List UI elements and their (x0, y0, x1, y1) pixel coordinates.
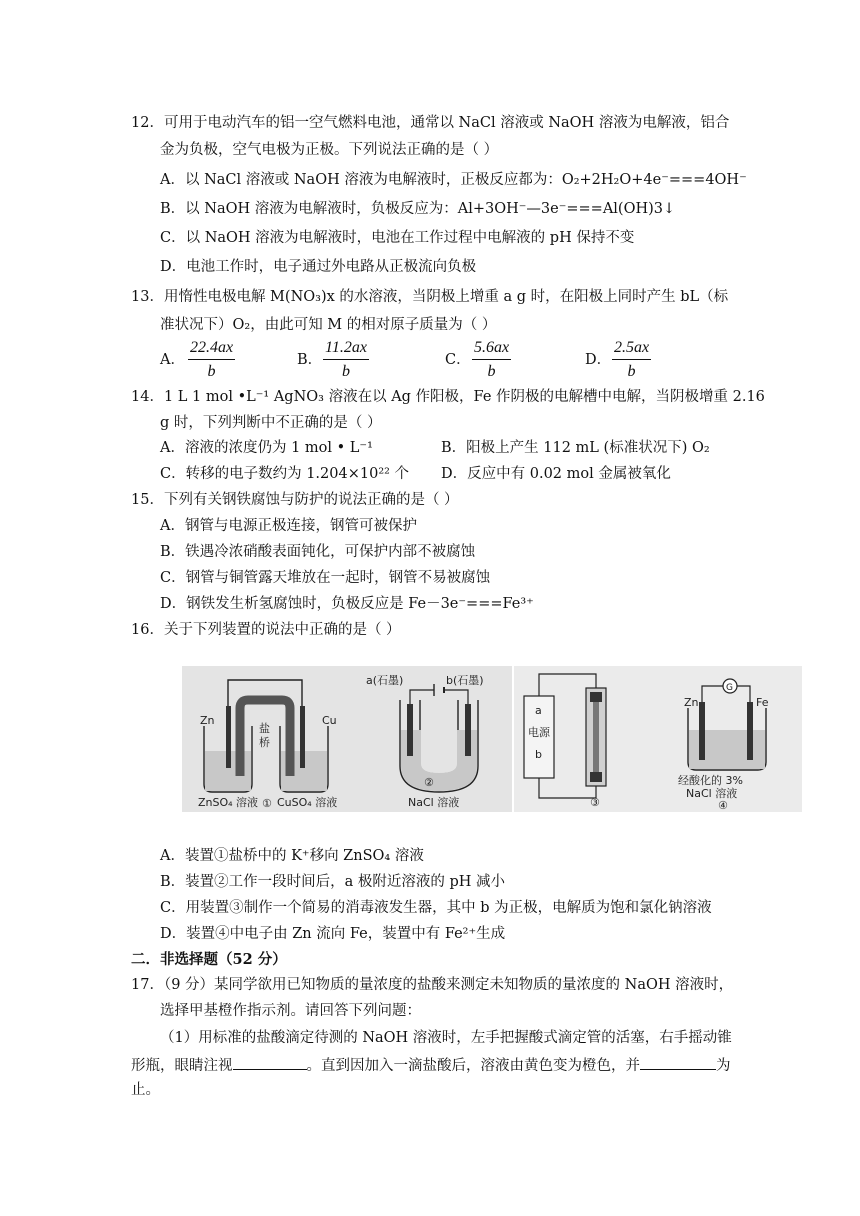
q17-part1-line2 (131, 1055, 731, 1076)
q16-option-a: A．装置①盐桥中的 K⁺移向 ZnSO₄ 溶液 (160, 848, 424, 864)
q13-stem-line2: 准状况下）O₂，由此可知 M 的相对原子质量为（ ） (160, 317, 497, 333)
q15-option-a: A．钢管与电源正极连接，钢管可被保护 (160, 518, 417, 534)
electrode-a-label: a(石墨) (366, 674, 404, 687)
apparatus-4-panel (640, 666, 802, 812)
source-b-label: b (535, 748, 542, 761)
answer-blank-2[interactable] (640, 1055, 716, 1070)
apparatus-4-number: ④ (718, 799, 728, 812)
q12-stem-line2: 金为负极，空气电极为正极。下列说法正确的是（ ） (160, 142, 499, 158)
q14-option-b: B．阳极上产生 112 mL (标准状况下) O₂ (441, 440, 710, 456)
q12-option-d: D．电池工作时，电子通过外电路从正极流向负极 (160, 259, 477, 275)
apparatus-1-number-layer (182, 666, 364, 812)
q15-option-b: B．铁遇冷浓硝酸表面钝化，可保护内部不被腐蚀 (160, 544, 476, 560)
q17-part1-line3: 止。 (131, 1082, 160, 1098)
acidified-label: 经酸化的 3% (678, 774, 743, 787)
q16-option-b: B．装置②工作一段时间后，a 极附近溶液的 pH 减小 (160, 874, 506, 890)
salt-bridge-label-top: 盐 (259, 722, 270, 735)
apparatus-3-panel (514, 666, 640, 812)
fraction-denominator: b (341, 363, 350, 380)
apparatus-3-number: ③ (590, 796, 600, 809)
q17-text-a: 形瓶，眼睛注视 (131, 1058, 233, 1074)
answer-blank-1[interactable] (233, 1055, 307, 1070)
q13-option-d-label: D． (585, 352, 612, 368)
fraction-numerator: 5.6ax (472, 338, 511, 360)
source-label: 电源 (528, 726, 550, 739)
fraction-denominator: b (487, 363, 496, 380)
apparatus-1-number: ① (262, 797, 272, 810)
q16-stem: 16．关于下列装置的说法中正确的是（ ） (131, 622, 401, 638)
q14-stem-line1: 14．1 L 1 mol •L⁻¹ AgNO₃ 溶液在以 Ag 作阳极，Fe 作阴极的电解槽中电解，当阴极增重 2.16 (131, 389, 765, 405)
q13-stem-line1: 13．用惰性电极电解 M(NO₃)x 的水溶液，当阴极上增重 a g 时，在阳极上同时产生 bL（标 (131, 289, 729, 305)
fraction-numerator: 2.5ax (612, 338, 651, 360)
apparatus-4-diagram (640, 666, 802, 812)
q15-option-c: C．钢管与铜管露天堆放在一起时，钢管不易被腐蚀 (160, 570, 491, 586)
q17-text-c: 为 (716, 1058, 731, 1074)
q13-option-c-fraction (472, 338, 511, 382)
q16-apparatus-figure (182, 666, 802, 812)
fraction-numerator: 22.4ax (188, 338, 235, 360)
znso4-label: ZnSO₄ 溶液 (198, 796, 259, 809)
source-a-label: a (535, 704, 542, 717)
q17-text-b: 。直到因加入一滴盐酸后，溶液由黄色变为橙色，并 (306, 1058, 640, 1074)
q13-option-d-fraction (612, 338, 651, 382)
q14-option-d: D．反应中有 0.02 mol 金属被氧化 (441, 466, 671, 482)
cuso4-label: CuSO₄ 溶液 (277, 796, 338, 809)
cu-label: Cu (322, 714, 337, 727)
q13-option-b-label: B． (297, 352, 323, 368)
q17-part1-line1: （1）用标准的盐酸滴定待测的 NaOH 溶液时，左手把握酸式滴定管的活塞，右手摇动锥 (160, 1030, 732, 1046)
nacl-solution-label: NaCl 溶液 (686, 787, 738, 800)
q13-option-a-label: A． (160, 352, 185, 368)
fraction-denominator: b (207, 363, 216, 380)
apparatus-2-diagram (364, 666, 512, 812)
q14-stem-line2: g 时，下列判断中不正确的是（ ） (160, 415, 382, 431)
q14-option-c: C．转移的电子数约为 1.204×10²² 个 (160, 466, 410, 482)
apparatus-2-number: ② (424, 776, 434, 789)
galvanometer-label: G (726, 683, 733, 693)
q16-option-c: C．用装置③制作一个简易的消毒液发生器，其中 b 为正极，电解质为饱和氯化钠溶液 (160, 900, 712, 916)
q14-option-a: A．溶液的浓度仍为 1 mol • L⁻¹ (160, 440, 373, 456)
fraction-numerator: 11.2ax (323, 338, 369, 360)
q17-stem-line2: 选择甲基橙作指示剂。请回答下列问题： (160, 1003, 421, 1019)
section-heading-nonchoice: 二．非选择题（52 分） (131, 951, 287, 968)
apparatus-3-diagram (514, 666, 640, 812)
q16-option-d: D．装置④中电子由 Zn 流向 Fe，装置中有 Fe²⁺生成 (160, 926, 506, 942)
q15-stem: 15．下列有关钢铁腐蚀与防护的说法正确的是（ ） (131, 492, 459, 508)
apparatus-2-panel (364, 666, 512, 812)
q12-option-c: C．以 NaOH 溶液为电解液时，电池在工作过程中电解液的 pH 保持不变 (160, 230, 635, 246)
zn-electrode-label: Zn (684, 696, 699, 709)
electrode-b-label: b(石墨) (446, 674, 484, 687)
fe-electrode-label: Fe (756, 696, 769, 709)
q12-option-b: B．以 NaOH 溶液为电解液时，负极反应为：Al+3OH⁻—3e⁻===Al(OH)3↓ (160, 201, 676, 217)
q12-stem-line1: 12．可用于电动汽车的铝一空气燃料电池，通常以 NaCl 溶液或 NaOH 溶液为电解液，铝合 (131, 115, 730, 131)
q12-option-a: A．以 NaCl 溶液或 NaOH 溶液为电解液时，正极反应都为：O₂+2H₂O+4e⁻===4OH⁻ (160, 172, 747, 188)
q15-option-d: D．钢铁发生析氢腐蚀时，负极反应是 Fe－3e⁻===Fe³⁺ (160, 596, 534, 612)
q13-option-b-fraction (323, 338, 369, 382)
q13-option-c-label: C． (445, 352, 471, 368)
nacl-label: NaCl 溶液 (408, 796, 460, 809)
salt-bridge-label-bottom: 桥 (259, 736, 270, 749)
q17-stem-line1: 17．（9 分）某同学欲用已知物质的量浓度的盐酸来测定未知物质的量浓度的 NaOH 溶液时， (131, 977, 734, 993)
zn-label: Zn (200, 714, 215, 727)
fraction-denominator: b (627, 363, 636, 380)
q13-option-a-fraction (188, 338, 235, 382)
